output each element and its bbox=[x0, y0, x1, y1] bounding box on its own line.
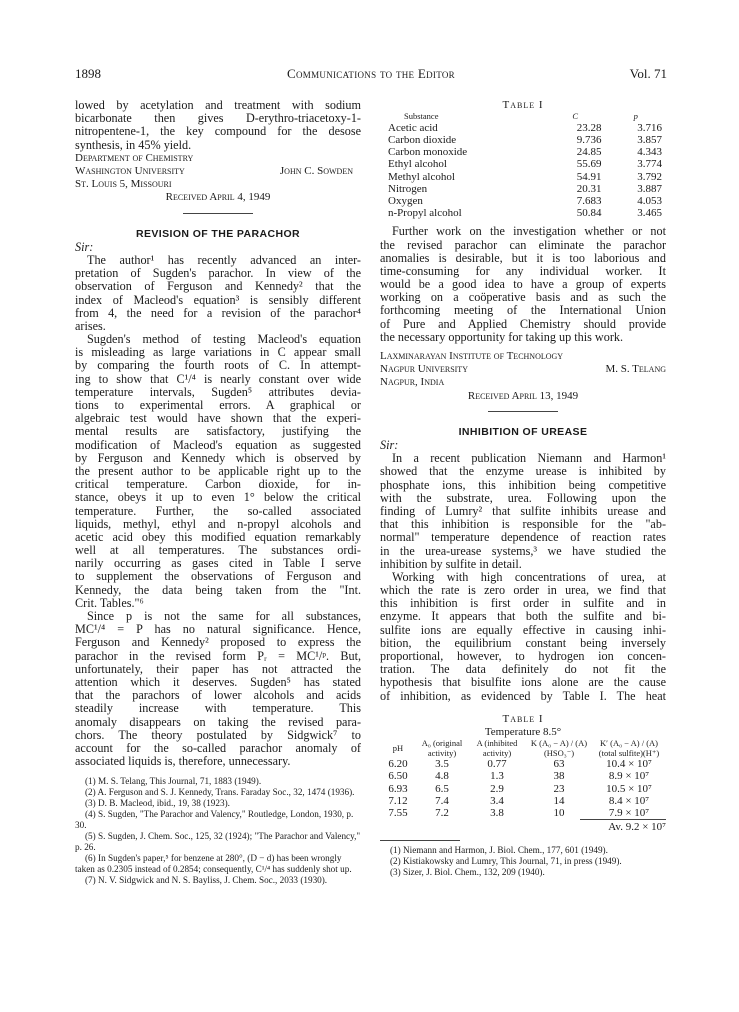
text-line: Kennedy, the data being taken from the "Int. bbox=[75, 583, 361, 597]
text-line: chors. The theory postulated by Sidgwick⁷ to bbox=[75, 728, 361, 742]
table-cell: 9.736 bbox=[576, 133, 602, 146]
text-line: temperature intervals, Sugden⁵ attributes devia- bbox=[75, 385, 361, 399]
table-cell: 7.683 bbox=[576, 194, 602, 207]
divider bbox=[488, 411, 558, 412]
text-line: attention which it deserves. Sugden⁵ has stated bbox=[75, 675, 361, 689]
column-header: A (inhibited activity) bbox=[476, 738, 518, 758]
text-line: time-consuming for any individual worker. It bbox=[380, 264, 666, 278]
text-line: the necessary opportunity for taking up this work. bbox=[380, 330, 624, 344]
text-line: forthcoming meeting of the International Union bbox=[380, 304, 666, 318]
table-row bbox=[384, 122, 666, 134]
footnote: (2) A. Ferguson and S. J. Kennedy, Trans. Faraday Soc., 32, 1474 (1936). bbox=[85, 787, 355, 798]
text-line: hypothesis that bisulfite ions alone are the cause bbox=[380, 676, 666, 690]
footnote: (7) N. V. Sidgwick and N. S. Bayliss, J. Chem. Soc., 2033 (1930). bbox=[85, 875, 328, 886]
table-cell: 7.4 bbox=[435, 794, 449, 807]
text-line: ing to show that C¹/⁴ is nearly constant over wide bbox=[75, 372, 361, 386]
text-line: Crit. Tables."⁶ bbox=[75, 596, 144, 610]
text-line: tions to experimental errors. A graphical or bbox=[75, 399, 361, 413]
column-header: Substance bbox=[404, 111, 439, 122]
table-row bbox=[384, 183, 666, 195]
table-cell: Acetic acid bbox=[388, 121, 438, 134]
table-cell: 3.5 bbox=[435, 758, 449, 771]
table-cell: 0.77 bbox=[487, 758, 507, 771]
column-header: pH bbox=[392, 742, 404, 753]
text-line: of inhibition, as evidenced by Table I. The heat bbox=[380, 689, 666, 703]
text-line: well at all temperatures. The substances ordi- bbox=[75, 544, 361, 558]
volume-label: Vol. 71 bbox=[629, 66, 667, 81]
table-row bbox=[380, 758, 666, 770]
table-cell: 7.12 bbox=[388, 794, 408, 807]
table-row bbox=[384, 134, 666, 146]
table-row bbox=[380, 807, 666, 819]
text-line: the present author to be applicable right up to the bbox=[75, 464, 361, 478]
table-cell: 2.9 bbox=[490, 782, 504, 795]
table-cell: 4.343 bbox=[637, 146, 662, 159]
page-header bbox=[75, 66, 667, 84]
table-row bbox=[380, 783, 666, 795]
text-line: In a recent publication Niemann and Harmon¹ bbox=[392, 452, 666, 466]
table-cell: 8.9 × 10⁷ bbox=[608, 770, 650, 783]
footnote: (3) D. B. Macleod, ibid., 19, 38 (1923). bbox=[85, 798, 230, 809]
institution: Laxminarayan Institute of Technology bbox=[380, 350, 564, 363]
table-row bbox=[384, 207, 666, 219]
footnote: (1) Niemann and Harmon, J. Biol. Chem., 177, 601 (1949). bbox=[390, 845, 608, 856]
article-title: INHIBITION OF UREASE bbox=[458, 425, 588, 438]
table-cell: 10 bbox=[553, 807, 565, 819]
text-line: enzyme. It appears that both the sulfite and bi- bbox=[380, 610, 666, 624]
text-line: steadily increase with temperature. This bbox=[75, 702, 361, 716]
text-line: MC¹/⁴ = P has no natural significance. Hence, bbox=[75, 623, 361, 637]
table-cell: 20.31 bbox=[576, 182, 602, 195]
footnote: (1) M. S. Telang, This Journal, 71, 1883 (1949). bbox=[85, 776, 262, 787]
footnote-divider bbox=[380, 840, 460, 841]
text-line: parachor in the revised form Pᵣ = MC¹/ᵖ. But, bbox=[75, 649, 361, 663]
footnotes bbox=[75, 776, 361, 886]
text-line: arises. bbox=[75, 319, 106, 333]
author-name: John C. Sowden bbox=[279, 164, 353, 177]
text-line: showed that the enzyme urease is inhibited by bbox=[380, 465, 666, 479]
text-line: with the substrate, urea. Following upon the bbox=[380, 491, 666, 505]
article-body bbox=[75, 254, 361, 768]
text-line: Sugden's method of testing Macleod's equation bbox=[87, 333, 361, 347]
text-line: acetic acid obey this modified equation remarkably bbox=[75, 530, 361, 544]
table-subcaption: Temperature 8.5° bbox=[484, 725, 562, 738]
table-cell: 4.8 bbox=[435, 770, 449, 783]
article-title: REVISION OF THE PARACHOR bbox=[136, 227, 300, 240]
table-header-row bbox=[384, 112, 666, 122]
footnotes bbox=[380, 845, 666, 878]
text-line: this inhibition is first order in sulfite and in bbox=[380, 597, 666, 611]
table-cell: 6.93 bbox=[388, 782, 408, 795]
table-cell: 6.5 bbox=[435, 782, 449, 795]
city: Nagpur, India bbox=[380, 376, 445, 389]
closing-paragraph bbox=[380, 225, 666, 344]
table-row bbox=[384, 158, 666, 170]
table-row bbox=[380, 795, 666, 807]
table-cell: 55.69 bbox=[576, 158, 602, 171]
text-line: tration. The data definitely do not fit the bbox=[380, 663, 666, 677]
table-cell: 3.4 bbox=[490, 794, 504, 807]
text-line: algebraic test would have shown that the experi- bbox=[75, 412, 361, 426]
text-line: in the urea-urease systems,³ we have studied the bbox=[380, 544, 666, 558]
column-header: p bbox=[633, 111, 638, 122]
text-line: of Pure and Applied Chemistry should provide bbox=[380, 317, 666, 331]
text-line: the revised parachor can eliminate the parachor bbox=[380, 238, 666, 252]
text-line: by comparing the fourth roots of C. In attempt- bbox=[75, 359, 361, 373]
table-cell: 3.887 bbox=[637, 182, 662, 195]
table-caption: Table I bbox=[502, 712, 544, 725]
city: St. Louis 5, Missouri bbox=[75, 178, 172, 191]
text-line: associated liquids is, therefore, unnecessary. bbox=[75, 755, 291, 769]
table-cell: 3.716 bbox=[637, 121, 662, 134]
footnote: (2) Kistiakowsky and Lumry, This Journal, 71, in press (1949). bbox=[390, 856, 622, 867]
text-line: normal" temperature dependence of reaction rates bbox=[380, 531, 666, 545]
author-affiliation bbox=[75, 152, 361, 205]
table-cell: Oxygen bbox=[388, 194, 423, 207]
text-line: is misleading as large variations in C appear small bbox=[75, 346, 361, 360]
table-cell: 7.2 bbox=[435, 807, 449, 819]
table-cell: 14 bbox=[553, 794, 565, 807]
text-line: lowed by acetylation and treatment with sodium bbox=[75, 99, 361, 112]
table-cell: 3.8 bbox=[490, 807, 504, 819]
text-line: would be a good idea to have a group of experts bbox=[380, 278, 666, 292]
text-line: proportional, however, to hydrogen ion concen- bbox=[380, 650, 666, 664]
text-line: finding of Lumry² that sulfite inhibits urease and bbox=[380, 504, 666, 518]
table-cell: Ethyl alcohol bbox=[388, 158, 447, 171]
table-cell: 6.50 bbox=[388, 770, 408, 783]
text-line: phosphate ions, this inhibition being competitive bbox=[380, 478, 666, 492]
column-header: A₀ (original activity) bbox=[421, 738, 463, 758]
received-date: Received April 4, 1949 bbox=[165, 191, 271, 204]
table-cell: 10.4 × 10⁷ bbox=[606, 758, 652, 771]
text-line: which the rate is zero order in urea, we find that bbox=[380, 584, 666, 598]
right-column bbox=[380, 99, 666, 878]
footnote: (3) Sizer, J. Biol. Chem., 132, 209 (1940). bbox=[390, 867, 545, 878]
article-body bbox=[380, 452, 666, 703]
column-header: C bbox=[572, 111, 579, 122]
salutation: Sir: bbox=[75, 239, 94, 254]
table-cell: 7.55 bbox=[388, 807, 408, 819]
text-line: unfortunately, their paper has not attracted the bbox=[75, 662, 361, 676]
text-line: liquids, methyl, ethyl and n-propyl alcohols and bbox=[75, 517, 361, 531]
footnote: (4) S. Sugden, "The Parachor and Valency," Routledge, London, 1930, p. 30. bbox=[75, 809, 354, 831]
salutation: Sir: bbox=[380, 438, 399, 453]
text-line: inhibition by sulfite in detail. bbox=[380, 557, 522, 571]
table-cell: Methyl alcohol bbox=[388, 170, 455, 183]
text-line: to supplement the observations of Ferguson and bbox=[75, 570, 361, 584]
text-line: narily occurring as gases cited in Table I serve bbox=[75, 557, 361, 571]
text-line: stance, obeys it up to even 1° below the critical bbox=[75, 491, 361, 505]
author-name: M. S. Telang bbox=[605, 363, 666, 376]
text-line: mental results are satisfactory, justifying the bbox=[75, 425, 361, 439]
table-cell: 4.053 bbox=[637, 194, 662, 207]
table-cell: 6.20 bbox=[388, 758, 408, 771]
text-line: working on a coöperative basis and as such the bbox=[380, 291, 666, 305]
table-caption: Table I bbox=[502, 99, 544, 111]
author-affiliation bbox=[380, 350, 666, 403]
table-cell: 54.91 bbox=[576, 170, 602, 183]
text-line: Ferguson and Kennedy² proposed to express the bbox=[75, 636, 361, 650]
text-line: nitropentene-1, the key compound for the desose bbox=[75, 125, 361, 139]
footnote: (6) In Sugden's paper,⁵ for benzene at 280°, (D − d) has been wrongly taken as 0.2305 instead of 0.2854; consequently, C¹/⁴ has suddenly shot up. bbox=[75, 853, 352, 875]
text-line: The author¹ has recently advanced an inter- bbox=[87, 253, 361, 267]
table-row bbox=[384, 146, 666, 158]
table-cell: 3.774 bbox=[637, 158, 662, 171]
received-date: Received April 13, 1949 bbox=[467, 389, 579, 402]
text-line: modification of Macleod's equation as suggested bbox=[75, 438, 361, 452]
table-cell: 63 bbox=[553, 758, 565, 771]
footnote: (5) S. Sugden, J. Chem. Soc., 125, 32 (1924); "The Parachor and Valency," p. 26. bbox=[75, 831, 361, 853]
text-line: bition, the equilibrium constant being inversely bbox=[380, 636, 666, 650]
text-line: bicarbonate then gives D-erythro-triacetoxy-1- bbox=[75, 112, 361, 126]
text-line: pretation of Sugden's parachor. In view of the bbox=[75, 267, 361, 281]
column-header: K′ (A₀ − A) / (A)(total sulfite)(H⁺) bbox=[598, 738, 660, 758]
urease-inhibition-table bbox=[380, 739, 666, 819]
text-line: that this inhibition is responsible for the "ab- bbox=[380, 518, 666, 532]
table-cell: 23 bbox=[553, 782, 565, 795]
table-row bbox=[380, 770, 666, 782]
text-line: critical temperature. Carbon dioxide, for in- bbox=[75, 478, 361, 492]
text-line: anomalies is desirable, but it is too laborious and bbox=[380, 251, 666, 265]
parachor-table bbox=[384, 112, 666, 219]
table-cell: 3.792 bbox=[637, 170, 662, 183]
table-cell: 7.9 × 10⁷ bbox=[608, 807, 650, 819]
text-line: temperature. Further, the so-called associated bbox=[75, 504, 361, 518]
table-cell: 3.465 bbox=[637, 207, 662, 220]
table-cell: 38 bbox=[553, 770, 565, 783]
column-header: K (A₀ − A) / (A)(HSO₃⁻) bbox=[530, 738, 588, 758]
divider bbox=[183, 213, 253, 214]
text-line: synthesis, in 45% yield. bbox=[75, 138, 192, 152]
text-line: by Ferguson and Kennedy which is observed by bbox=[75, 451, 361, 465]
text-line: that the parachors of lower alcohols and acids bbox=[75, 689, 361, 703]
text-line: index of Macleod's equation³ is sensibly different bbox=[75, 293, 361, 307]
text-line: sulfite ions are equally effective in causing inhi- bbox=[380, 623, 666, 637]
department: Department of Chemistry bbox=[75, 151, 194, 164]
continued-paragraph bbox=[75, 99, 361, 152]
table-cell: 23.28 bbox=[576, 121, 602, 134]
text-line: Since p is not the same for all substances, bbox=[87, 610, 361, 624]
table-cell: Carbon dioxide bbox=[388, 133, 457, 146]
running-head: Communications to the Editor bbox=[287, 66, 455, 81]
table-cell: 1.3 bbox=[490, 770, 504, 783]
page-number: 1898 bbox=[75, 66, 101, 81]
table-average: Av. 9.2 × 10⁷ bbox=[580, 819, 666, 834]
table-cell: 10.5 × 10⁷ bbox=[606, 782, 652, 795]
table-cell: n-Propyl alcohol bbox=[388, 207, 462, 220]
text-line: from 4, the need for a revision of the parachor⁴ bbox=[75, 306, 361, 320]
table-row bbox=[384, 195, 666, 207]
table-cell: Nitrogen bbox=[388, 182, 428, 195]
university: Washington University bbox=[75, 164, 185, 177]
table-cell: 50.84 bbox=[576, 207, 602, 220]
text-line: Further work on the investigation whether or not bbox=[392, 225, 666, 239]
text-line: Working with high concentrations of urea, at bbox=[392, 570, 666, 584]
text-line: account for the so-called parachor anomaly of bbox=[75, 741, 361, 755]
university: Nagpur University bbox=[380, 363, 468, 376]
left-column bbox=[75, 99, 361, 886]
table-cell: 24.85 bbox=[576, 146, 602, 159]
text-line: observation of Ferguson and Kennedy² that the bbox=[75, 280, 361, 294]
table-row bbox=[384, 171, 666, 183]
table-cell: Carbon monoxide bbox=[388, 146, 468, 159]
text-line: anomaly disappears on taking the revised para- bbox=[75, 715, 361, 729]
table-cell: 3.857 bbox=[637, 133, 662, 146]
table-header-row bbox=[380, 739, 666, 758]
table-cell: 8.4 × 10⁷ bbox=[608, 794, 650, 807]
